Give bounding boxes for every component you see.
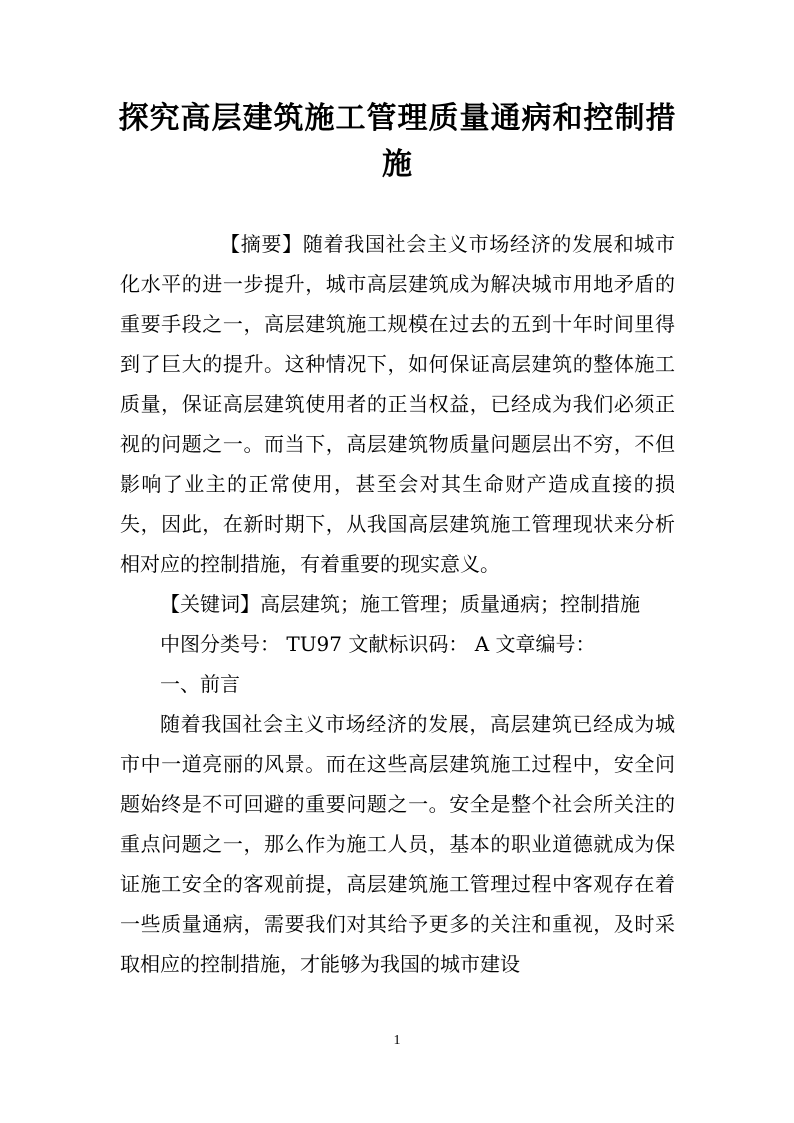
keywords-line: 【关键词】高层建筑；施工管理；质量通病；控制措施 (160, 592, 640, 616)
section-heading: 一、前言 (160, 672, 240, 696)
document-title: 探究高层建筑施工管理质量通病和控制措施 (118, 101, 677, 182)
page-number: 1 (393, 1033, 401, 1048)
intro-paragraph: 随着我国社会主义市场经济的发展，高层建筑已经成为城市中一道亮丽的风景。而在这些高层建筑施工过程中，安全问题始终是不可回避的重要问题之一。安全是整个社会所关注的重点问题之一，那么作为施工人员，基本的职业道德就成为保证施工安全的客观前提，高层建筑施工管理过程中客观存在着一些质量通病，需要我们对其给予更多的关注和重视，及时采取相应的控制措施，才能够为我国的城市建设 (120, 712, 675, 976)
document-body (120, 224, 675, 984)
abstract-paragraph: 【摘要】随着我国社会主义市场经济的发展和城市化水平的进一步提升，城市高层建筑成为解决城市用地矛盾的重要手段之一，高层建筑施工规模在过去的五到十年时间里得到了巨大的提升。这种情况下，如何保证高层建筑的整体施工质量，保证高层建筑使用者的正当权益，已经成为我们必须正视的问题之一。而当下，高层建筑物质量问题层出不穷，不但影响了业主的正常使用，甚至会对其生命财产造成直接的损失，因此，在新时期下，从我国高层建筑施工管理现状来分析相对应的控制措施，有着重要的现实意义。 (120, 232, 675, 576)
classification-line: 中图分类号： TU97 文献标识码： A 文章编号： (160, 632, 596, 656)
